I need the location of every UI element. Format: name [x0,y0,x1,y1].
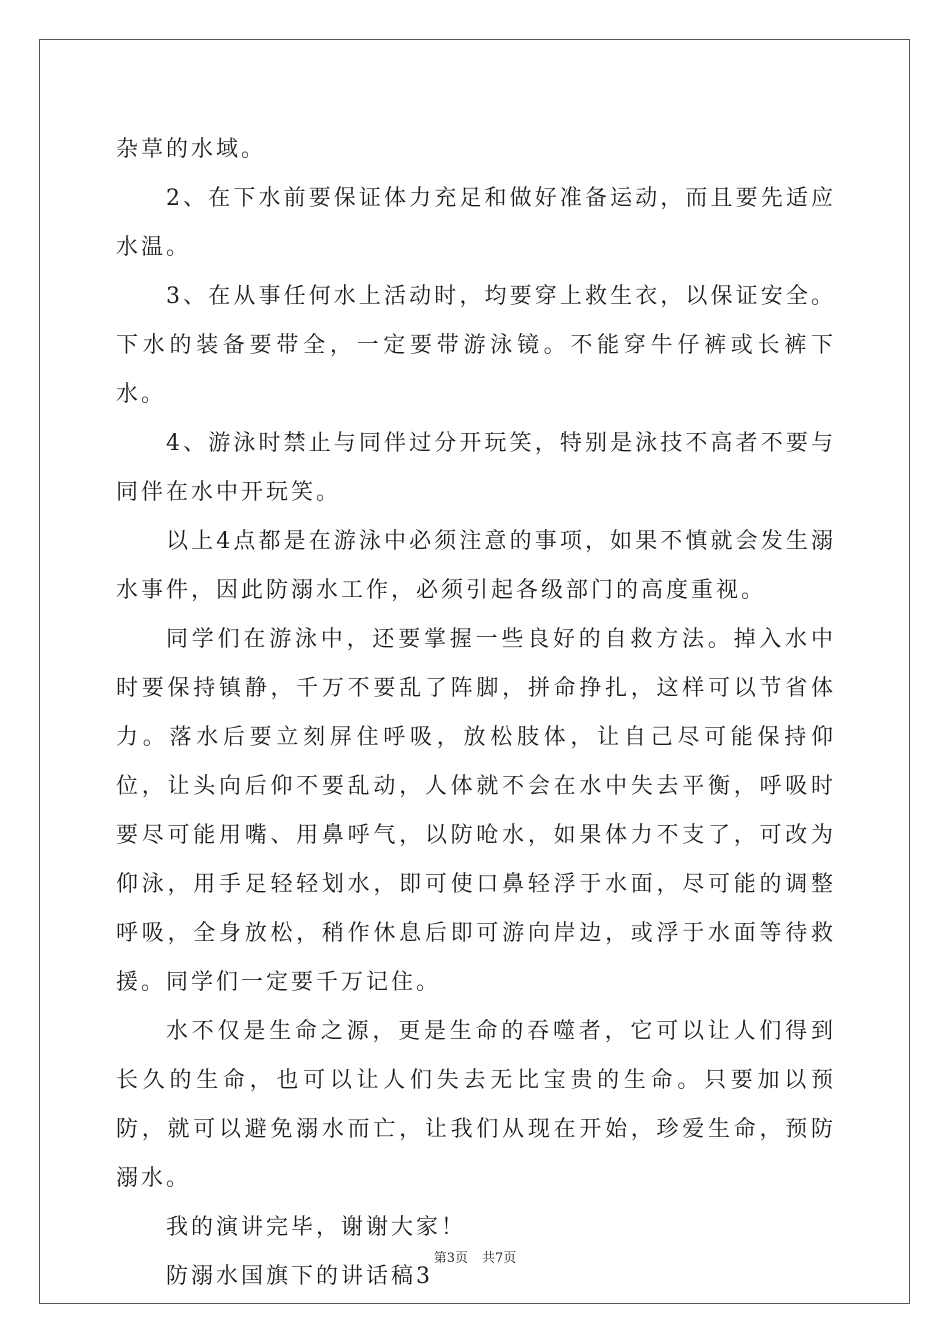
document-body [116,125,836,1301]
paragraph-8: 我的演讲完毕，谢谢大家！ [166,1215,467,1240]
paragraph-9: 防溺水国旗下的讲话稿3 [166,1264,433,1289]
paragraph-3: 3、在从事任何水上活动时，均要穿上救生衣，以保证安全。下水的装备要带全，一定要带游泳镜。不能穿牛仔裤或长裤下水。 [116,284,836,407]
paragraph-4: 4、游泳时禁止与同伴过分开玩笑，特别是泳技不高者不要与同伴在水中开玩笑。 [116,431,836,505]
paragraph-7: 水不仅是生命之源，更是生命的吞噬者，它可以让人们得到长久的生命，也可以让人们失去无比宝贵的生命。只要加以预防，就可以避免溺水而亡，让我们从现在开始，珍爱生命，预防溺水。 [116,1019,836,1191]
paragraph-1: 杂草的水域。 [116,137,267,162]
paragraph-2: 2、在下水前要保证体力充足和做好准备运动，而且要先适应水温。 [116,186,836,260]
page-footer [0,1247,950,1266]
page-number: 第3页 [433,1251,468,1266]
paragraph-6: 同学们在游泳中，还要掌握一些良好的自救方法。掉入水中时要保持镇静，千万不要乱了阵脚，拼命挣扎，这样可以节省体力。落水后要立刻屏住呼吸，放松肢体，让自己尽可能保持仰位，让头向后仰不要乱动，人体就不会在水中失去平衡，呼吸时要尽可能用嘴、用鼻呼气，以防呛水，如果体力不支了，可改为仰泳，用手足轻轻划水，即可使口鼻轻浮于水面，尽可能的调整呼吸，全身放松，稍作休息后即可游向岸边，或浮于水面等待救援。同学们一定要千万记住。 [116,627,836,995]
page-total: 共7页 [482,1251,517,1266]
paragraph-5: 以上4点都是在游泳中必须注意的事项，如果不慎就会发生溺水事件，因此防溺水工作，必须引起各级部门的高度重视。 [116,529,836,603]
